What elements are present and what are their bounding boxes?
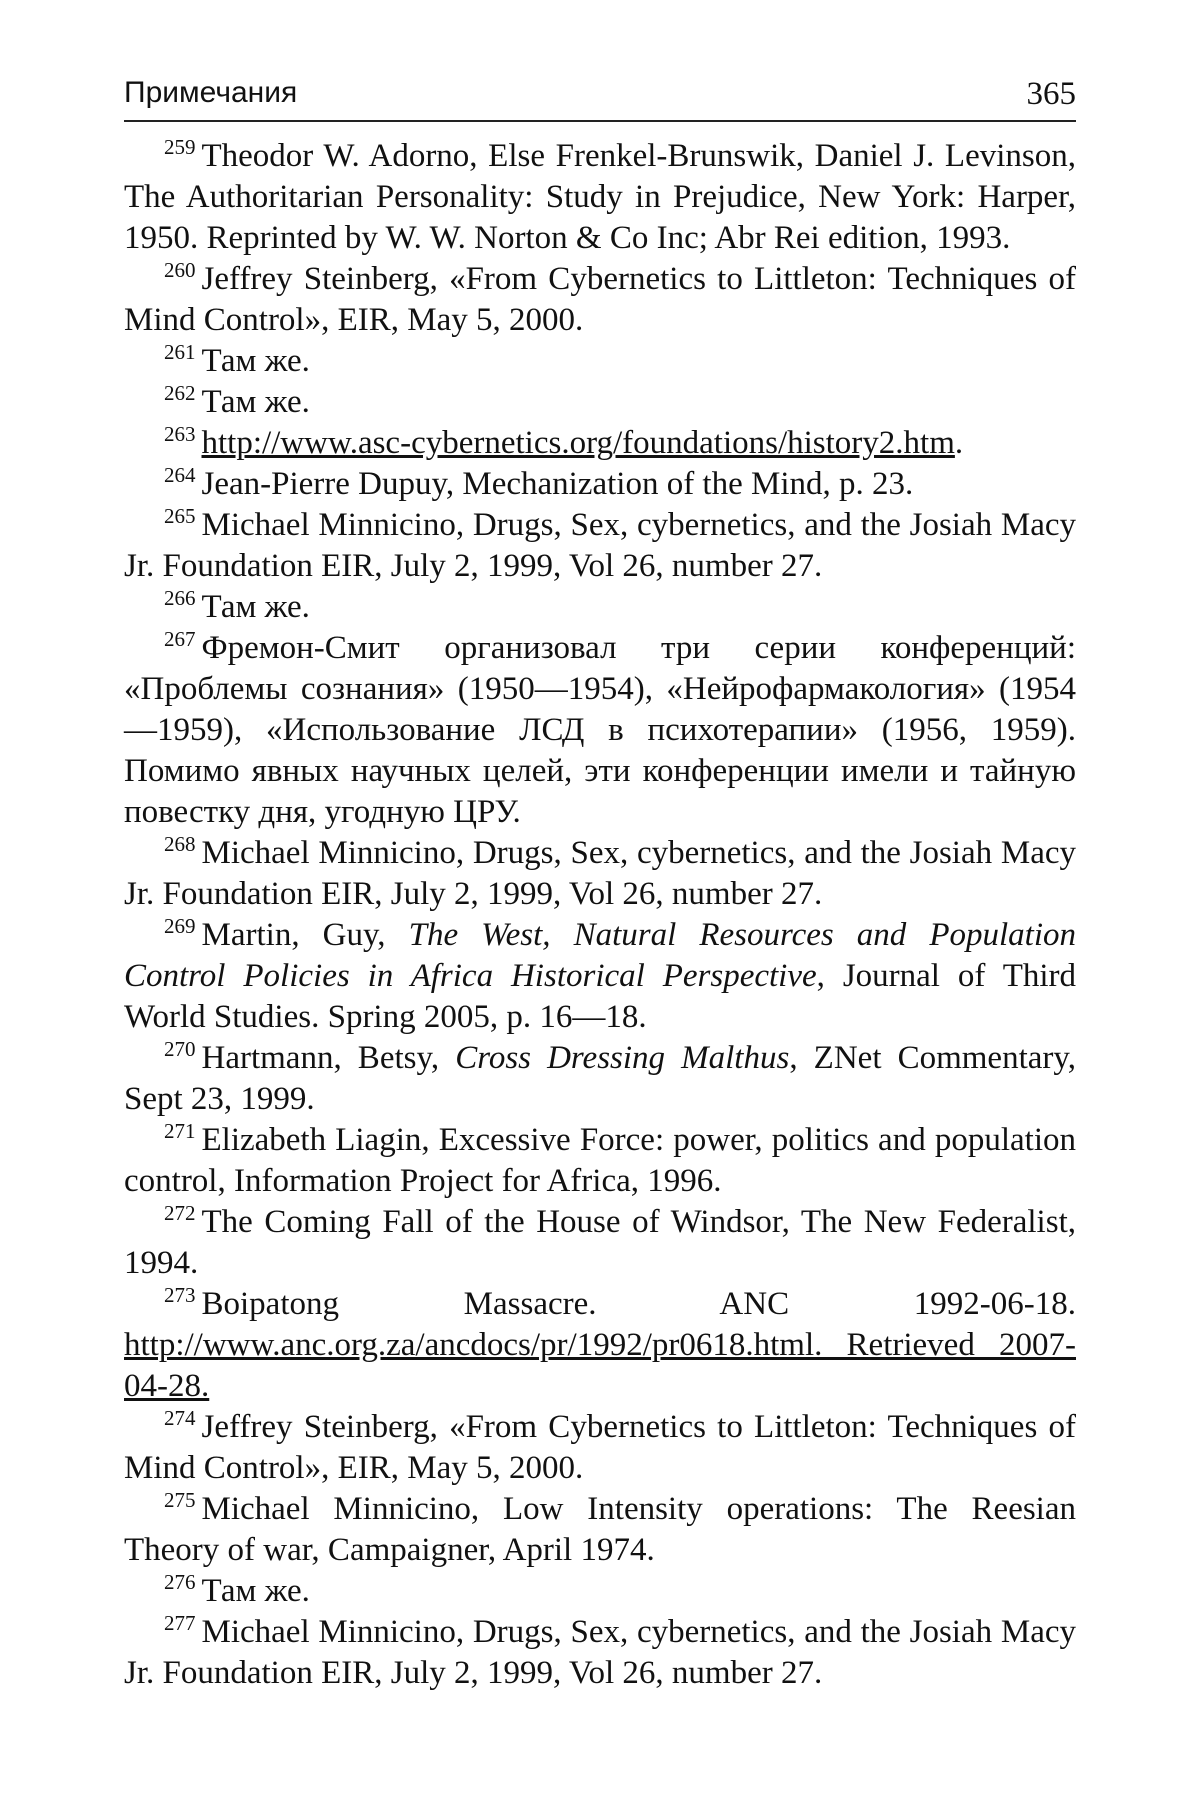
note-number: 267	[164, 627, 196, 651]
endnote	[124, 382, 1076, 423]
note-text: Там же.	[201, 384, 310, 420]
note-title-italic: The West, Natural Resources and Population Control Policies in Africa Historical Perspective	[124, 917, 1076, 994]
note-text: Там же.	[201, 1573, 310, 1609]
endnote	[124, 628, 1076, 833]
note-title-italic: Cross Dressing Malthus	[455, 1040, 790, 1076]
endnote	[124, 1038, 1076, 1120]
note-number: 260	[164, 258, 196, 282]
endnote	[124, 1120, 1076, 1202]
note-number: 265	[164, 504, 196, 528]
note-text: Jeffrey Steinberg, «From Cybernetics to Littleton: Techniques of Mind Control», EIR, May 5, 2000.	[124, 1409, 1076, 1486]
endnote	[124, 136, 1076, 259]
note-text-after: , Journal of Third World Studies. Spring 2005, p. 16—18.	[124, 958, 1077, 1035]
note-number: 272	[164, 1201, 196, 1225]
note-number: 271	[164, 1119, 196, 1143]
note-text: The Coming Fall of the House of Windsor, The New Federalist, 1994.	[124, 1204, 1076, 1281]
note-text-before: Martin, Guy,	[201, 917, 409, 953]
note-number: 275	[164, 1488, 196, 1512]
endnotes-list	[124, 136, 1076, 1694]
endnote	[124, 1284, 1076, 1407]
note-text: Jean-Pierre Dupuy, Mechanization of the Mind, p. 23.	[201, 466, 914, 502]
endnote	[124, 259, 1076, 341]
note-number: 276	[164, 1570, 196, 1594]
endnote	[124, 1202, 1076, 1284]
endnote	[124, 1571, 1076, 1612]
endnote	[124, 833, 1076, 915]
endnote	[124, 1489, 1076, 1571]
note-text: Elizabeth Liagin, Excessive Force: power, politics and population control, Information Project for Africa, 1996.	[124, 1122, 1076, 1199]
endnote	[124, 587, 1076, 628]
note-text-before: Boipatong Massacre. ANC 1992-06-18.	[201, 1286, 1076, 1322]
endnote	[124, 505, 1076, 587]
note-text: Jeffrey Steinberg, «From Cybernetics to Littleton: Techniques of Mind Control», EIR, May 5, 2000.	[124, 261, 1076, 338]
note-text: Там же.	[201, 343, 310, 379]
note-text: Michael Minnicino, Low Intensity operations: The Reesian Theory of war, Campaigner, April 1974.	[124, 1491, 1076, 1568]
note-number: 264	[164, 463, 196, 487]
endnote	[124, 1407, 1076, 1489]
note-text-after: , ZNet Commentary, Sept 23, 1999.	[124, 1040, 1076, 1117]
note-number: 259	[164, 135, 196, 159]
note-number: 263	[164, 422, 196, 446]
note-text: Michael Minnicino, Drugs, Sex, cybernetics, and the Josiah Macy Jr. Foundation EIR, July 2, 1999, Vol 26, number 27.	[124, 507, 1076, 584]
endnote	[124, 464, 1076, 505]
endnote	[124, 1612, 1076, 1694]
running-title: Примечания	[124, 76, 298, 109]
page-number: 365	[1026, 76, 1076, 112]
note-text-after: .	[954, 425, 964, 461]
note-number: 261	[164, 340, 196, 364]
note-link[interactable]: http://www.asc-cybernetics.org/foundations/history2.htm	[201, 425, 955, 461]
note-number: 270	[164, 1037, 196, 1061]
note-number: 266	[164, 586, 196, 610]
note-text: Theodor W. Adorno, Else Frenkel-Brunswik, Daniel J. Levinson, The Authoritarian Personality: Study in Prejudice, New York: Harper, 1950. Reprinted by W. W. Norton & Co Inc; Abr Rei edition, 1993.	[124, 138, 1076, 256]
note-number: 277	[164, 1611, 196, 1635]
note-text: Там же.	[201, 589, 310, 625]
note-text: Фремон-Смит организовал три серии конференций: «Проблемы сознания» (1950—1954), «Нейрофармакология» (1954—1959), «Использование ЛСД в психотерапии» (1956, 1959). Помимо явных научных целей, эти конференции имели и тайную повестку дня, угодную ЦРУ.	[124, 630, 1076, 830]
note-text: Michael Minnicino, Drugs, Sex, cybernetics, and the Josiah Macy Jr. Foundation EIR, July 2, 1999, Vol 26, number 27.	[124, 1614, 1076, 1691]
note-number: 268	[164, 832, 196, 856]
note-text: Michael Minnicino, Drugs, Sex, cybernetics, and the Josiah Macy Jr. Foundation EIR, July 2, 1999, Vol 26, number 27.	[124, 835, 1076, 912]
running-header	[124, 72, 1076, 122]
note-number: 262	[164, 381, 196, 405]
endnote	[124, 341, 1076, 382]
endnote	[124, 915, 1076, 1038]
note-link[interactable]: http://www.anc.org.za/ancdocs/pr/1992/pr0618.html. Retrieved 2007-04-28.	[124, 1327, 1076, 1404]
endnote	[124, 423, 1076, 464]
note-text-before: Hartmann, Betsy,	[201, 1040, 456, 1076]
note-number: 269	[164, 914, 196, 938]
note-number: 273	[164, 1283, 196, 1307]
note-number: 274	[164, 1406, 196, 1430]
